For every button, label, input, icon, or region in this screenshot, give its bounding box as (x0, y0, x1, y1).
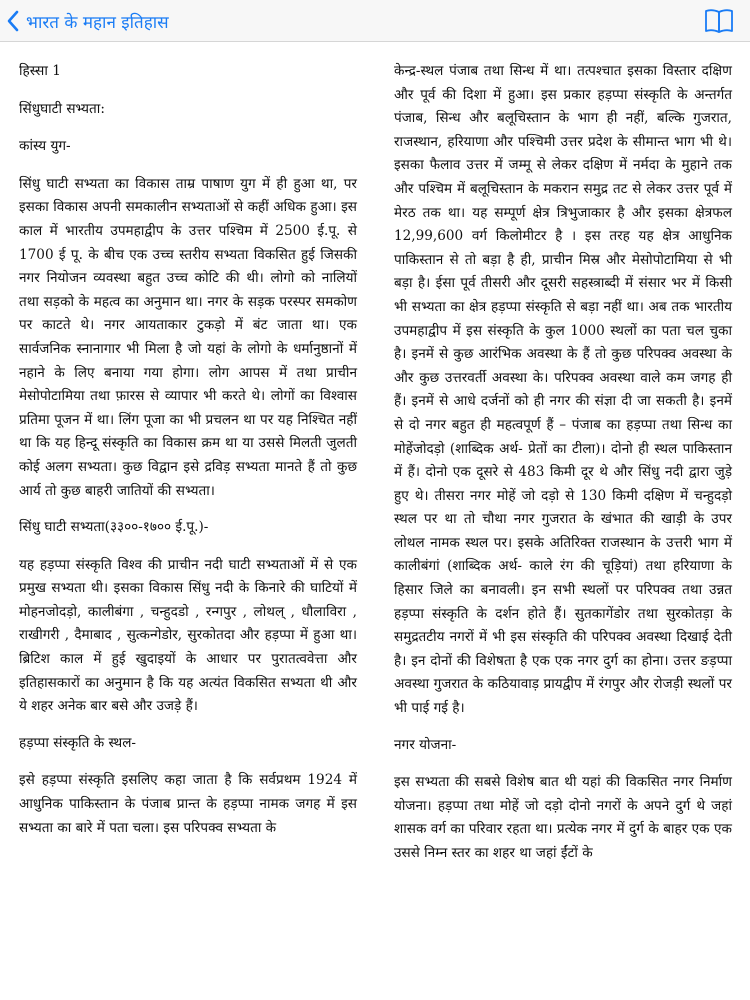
back-button-label: भारत के महान इतिहास (26, 12, 169, 33)
paragraph: केन्द्र-स्थल पंजाब तथा सिन्ध में था। तत्पश्चात इसका विस्तार दक्षिण और पूर्व की दिशा में हुआ। इस प्रकार हड़प्पा संस्कृति के अन्तर्गत पंजाब, सिन्ध और बलूचिस्तान के भाग ही नहीं, बल्कि गुजरात, राजस्थान, हरियाणा और पश्चिमी उत्तर प्रदेश के सीमान्त भाग भी थे। इसका फैलाव उत्तर में जम्मू से लेकर दक्षिण में नर्मदा के मुहाने तक और पश्चिम में बलूचिस्तान के मकरान समुद्र तट से लेकर उत्तर पूर्व में मेरठ तक था। यह सम्पूर्ण क्षेत्र त्रिभुजाकार है और इसका क्षेत्रफल 12,99,600 वर्ग किलोमीटर है । इस तरह यह क्षेत्र आधुनिक पाकिस्तान से तो बड़ा है ही, प्राचीन मिस्र और मेसोपोटामिया से भी बड़ा है। ईसा पूर्व तीसरी और दूसरी सहस्त्राब्दी में संसार भर में किसी भी सभ्यता का क्षेत्र हड़प्पा संस्कृति से बड़ा नहीं था। अब तक भारतीय उपमहाद्वीप में इस संस्कृति के कुल 1000 स्थलों का पता चल चुका है। इनमें से कुछ आरंभिक अवस्था के हैं तो कुछ परिपक्व अवस्था के और कुछ उत्तरवर्ती अवस्था के। परिपक्व अवस्था वाले कम जगह ही हैं। इनमें से आधे दर्जनों को ही नगर की संज्ञा दी जा सकती है। इनमें से दो नगर बहुत ही महत्वपूर्ण हैं – पंजाब का हड़प्पा तथा सिन्ध का मोहेंजोदड़ो (शाब्दिक अर्थ- प्रेतों का टीला)। दोनो ही स्थल पाकिस्तान में हैं। दोनो एक दूसरे से 483 किमी दूर थे और सिंधु नदी द्वारा जुड़े हुए थे। तीसरा नगर मोहें जो दड़ो से 130 किमी दक्षिण में चन्हुदड़ो स्थल पर था तो चौथा नगर गुजरात के खंभात की खाड़ी के उपर लोथल नामक स्थल पर। इसके अतिरिक्त राजस्थान के उत्तरी भाग में कालीबंगां (शाब्दिक अर्थ- काले रंग की चूड़ियां) तथा हरियाणा के हिसार जिले का बनावली। इन सभी स्थलों पर परिपक्व तथा उन्नत हड़प्पा संस्कृति के दर्शन होते हैं। सुतकागेंडोर तथा सुरकोतड़ा के समुद्रतटीय नगरों में भी इस संस्कृति की परिपक्व अवस्था दिखाई देती है। इन दोनों की विशेषता है एक एक नगर दुर्ग का होना। उत्तर ङड़प्पा अवस्था गुजरात के कठियावाड़ प्रायद्वीप में रंगपुर और रोजड़ी स्थलों पर भी पाई गई है। (394, 63, 732, 717)
back-button[interactable] (6, 6, 169, 36)
subsection-heading: कांस्य युग- (19, 138, 71, 155)
right-column (394, 60, 732, 879)
chevron-left-icon (6, 10, 20, 32)
paragraph: यह हड़प्पा संस्कृति विश्व की प्राचीन नदी घाटी सभ्यताओं में से एक प्रमुख सभ्यता थी। इसका विकास सिंधु नदी के किनारे की घाटियों में मोहनजोदड़ो, कालीबंगा , चन्हुदडो , रन्गपुर , लोथल् , धौलाविरा , राखीगरी , दैमाबाद , सुत्कन्गेडोर, सुरकोतदा और हड़प्पा में हुआ था। ब्रिटिश काल में हुई खुदाइयों के आधार पर पुरातत्ववेत्ता और इतिहासकारों का अनुमान है कि यह अत्यंत विकसित सभ्यता थी और ये शहर अनेक बार बसे और उजड़े हैं। (19, 556, 357, 715)
paragraph: सिंधु घाटी सभ्यता का विकास ताम्र पाषाण युग में ही हुआ था, पर इसका विकास अपनी समकालीन सभ्यताओं से कहीं अधिक हुआ। इस काल में भारतीय उपमहाद्वीप के उत्तर पश्चिम में 2500 ई.पू. से 1700 ई पू. के बीच एक उच्च स्तरीय सभ्यता विकसित हुई जिसकी नगर नियोजन व्यवस्था बहुत उच्च कोटि की थी। लोगो को नालियों तथा सड़को के महत्व का अनुमान था। नगर के सड़क परस्पर समकोण पर काटते थे। नगर आयताकार टुकड़ो में बंट जाता था। एक सार्वजनिक स्नानागार भी मिला है जो यहां के लोगो के धर्मानुष्ठानों में नहाने के लिए बनाया गया होगा। लोग आपस में तथा प्राचीन मेसोपोटामिया तथा फ़ारस से व्यापार भी करते थे। लोगों का विश्वास प्रतिमा पूजन में था। लिंग पूजा का भी प्रचलन था पर यह निश्चित नहीं था कि यह हिन्दू संस्कृति का विकास क्रम था या उससे मिलती जुलती कोई अलग सभ्यता। कुछ विद्वान इसे द्रविड़ सभ्यता मानते हैं तो कुछ आर्य तो कुछ बाहरी जातियों की सभ्यता। (19, 175, 357, 499)
subsection-heading: नगर योजना- (394, 736, 457, 753)
navigation-bar (0, 0, 750, 42)
paragraph: इसे हड़प्पा संस्कृति इसलिए कहा जाता है कि सर्वप्रथम 1924 में आधुनिक पाकिस्तान के पंजाब प्रान्त के हड़प्पा नामक जगह में इस सभ्यता का बारे में पता चला। इस परिपक्व सभ्यता के (19, 772, 357, 836)
reader-page[interactable] (0, 42, 750, 1000)
section-heading: सिंधुघाटी सभ्यता: (19, 100, 105, 117)
subsection-heading: हड़प्पा संस्कृति के स्थल- (19, 734, 137, 751)
subsection-heading: सिंधु घाटी सभ्यता(३३००-१७०० ई.पू.)- (19, 519, 209, 536)
left-column (19, 60, 357, 853)
paragraph: इस सभ्यता की सबसे विशेष बात थी यहां की विकसित नगर निर्माण योजना। हड़प्पा तथा मोहें जो दड़ो दोनो नगरों के अपने दुर्ग थे जहां शासक वर्ग का परिवार रहता था। प्रत्येक नगर में दुर्ग के बाहर एक एक उससे निम्न स्तर का शहर था जहां ईंटों के (394, 774, 732, 861)
book-button[interactable] (704, 8, 734, 34)
part-heading: हिस्सा 1 (19, 63, 61, 79)
book-icon (704, 8, 734, 34)
